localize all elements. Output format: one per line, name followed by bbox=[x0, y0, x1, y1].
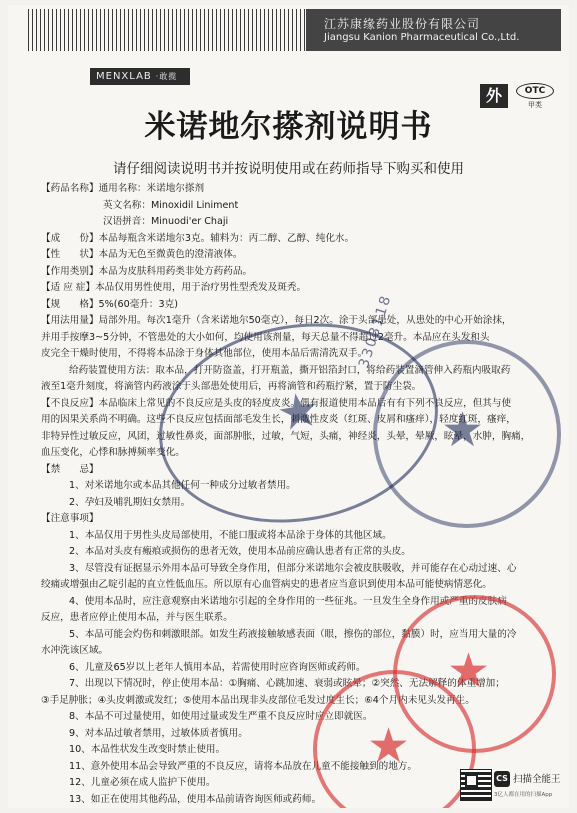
scanner-tagline: 3亿人都在用的扫描App bbox=[494, 792, 553, 798]
dosage-line-2: 并用手按摩3~5分钟，不管患处的大小如何，均使用该剂量，每天总量不得超过2毫升。本品应在头发和头 bbox=[41, 331, 490, 343]
precautions-heading: 【注意事项】 bbox=[41, 513, 99, 524]
precaution-12: 12、儿童必须在成人监护下使用。 bbox=[69, 777, 216, 788]
otc-oval-icon: OTC bbox=[516, 83, 554, 99]
adverse-reaction-line-4: 血压变化，心悸和脉搏频率变化。 bbox=[41, 447, 185, 458]
precaution-7b: ③手足肿胀；④头皮刺激或发红；⑤使用本品出现非头皮部位毛发过度生长；⑥4个月内未见头发再生。 bbox=[41, 694, 475, 706]
brand-sub: ·敢揽 bbox=[155, 72, 178, 81]
drug-english-name: 英文名称：Minoxidil Liniment bbox=[103, 199, 239, 211]
blue-round-seal bbox=[373, 340, 561, 528]
specification-line: 【规 格】5%(60毫升：3克) bbox=[41, 298, 178, 310]
company-name-en: Jiangsu Kanion Pharmaceutical Co.,Ltd. bbox=[324, 32, 520, 43]
device-usage-line-1: 给药装置使用方法：取本品，打开防盗盖，打开瓶盖，撕开铝箔封口，将给药装置滴管伸入药瓶内吸取药 bbox=[69, 364, 511, 376]
seal-star-icon: ★ bbox=[441, 402, 485, 458]
precaution-5b: 水冲洗该区域。 bbox=[41, 645, 109, 656]
document-subtitle: 请仔细阅读说明书并按说明使用或在药师指导下购买和使用 bbox=[113, 161, 464, 177]
seal-star-icon: ★ bbox=[272, 380, 325, 444]
seal-star-icon: ★ bbox=[367, 718, 411, 774]
adverse-reaction-line-3: 非特异性过敏反应，风团，过敏性鼻炎，面部肿胀，过敏，气短，头痛，神经炎，头晕，晕厥，眩晕，水肿，胸痛， bbox=[41, 430, 531, 442]
precaution-1: 1、本品仅用于男性头皮局部使用，不能口服或将本品涂于身体的其他区域。 bbox=[69, 529, 392, 541]
adverse-reaction-line-2: 用的因果关系尚不明确。这些不良反应包括面部毛发生长，刺激性皮炎（红斑、皮屑和瘙痒），轻度红斑，瘙痒， bbox=[41, 414, 516, 425]
dosage-line-1: 【用法用量】局部外用。每次1毫升（含米诺地尔50毫克），每日2次。涂于头部患处，从患处的中心开始涂抹， bbox=[41, 315, 512, 326]
adverse-reaction-line-1: 【不良反应】本品临床上常见的不良反应是头皮的轻度皮炎。偶有报道使用本品后有有下列不良反应，但其与使 bbox=[41, 397, 512, 409]
camscanner-logo: CS bbox=[494, 771, 510, 787]
precaution-8: 8、本品不可过量使用，如使用过量或发生严重不良反应时应立即就医。 bbox=[69, 711, 373, 722]
precaution-7a: 7、出现以下情况时，停止使用本品：①胸痛、心跳加速、衰弱或眩晕；②突然、无法解释的体重增加； bbox=[69, 678, 505, 689]
contraindications-heading: 【禁 忌】 bbox=[41, 463, 99, 475]
precaution-10: 10、本品性状发生改变时禁止使用。 bbox=[69, 744, 226, 755]
drug-pinyin-name: 汉语拼音：Minuodi'er Chaji bbox=[103, 216, 229, 227]
dosage-line-3: 皮完全干燥时使用，不得将本品涂于身体其他部位，使用本品后需清洗双手。 bbox=[41, 348, 368, 359]
document-page bbox=[8, 5, 569, 808]
contraindication-2: 2、孕妇及哺乳期妇女禁用。 bbox=[69, 496, 191, 508]
seal-number: 3303118 bbox=[356, 292, 395, 370]
ingredients-line: 【成 份】本品每瓶含米诺地尔3克。辅料为：丙二醇、乙醇、纯化水。 bbox=[41, 232, 355, 244]
company-name-cn: 江苏康缘药业股份有限公司 bbox=[324, 17, 481, 31]
drug-name-line bbox=[41, 181, 545, 198]
precaution-13: 13、如正在使用其他药品，使用本品前请咨询医师或药师。 bbox=[69, 793, 322, 805]
drug-common-name: 通用名称：米诺地尔搽剂 bbox=[98, 183, 205, 194]
brand-name: MENXLAB bbox=[96, 71, 152, 82]
drug-name-label: 【药品名称】 bbox=[41, 183, 99, 194]
document-title: 米诺地尔搽剂说明书 bbox=[144, 109, 433, 145]
header-barcode-stripes bbox=[28, 9, 306, 51]
header-company-band bbox=[306, 9, 561, 51]
device-usage-line-2: 液至1毫升刻度，将滴管内药液涂于头部患处使用后，再将滴管和药瓶拧紧，置于防尘袋。 bbox=[41, 381, 422, 392]
scanner-app-name: 扫描全能王 bbox=[513, 774, 561, 785]
precaution-6: 6、儿童及65岁以上老年人慎用本品，若需使用时应咨询医师或药师。 bbox=[69, 661, 366, 673]
precaution-3a: 3、尽管没有证据显示外用本品可导致全身作用，但部分米诺地尔会被皮肤吸收，并可能存在心动过速、心 bbox=[69, 562, 517, 574]
precaution-5a: 5、本品可能会灼伤和刺激眼部。如发生药液接触敏感表面（眼，擦伤的部位，黏膜）时，应当用大量的冷 bbox=[69, 628, 517, 640]
appearance-line: 【性 状】本品为无色至微黄色的澄清液体。 bbox=[41, 249, 243, 260]
precaution-11: 11、意外使用本品会导致严重的不良反应，请将本品放在儿童不能接触到的地方。 bbox=[69, 760, 417, 772]
precaution-3b: 绞痛或增强由乙啶引起的直立性低血压。所以原有心血管病史的患者应当意识到使用本品可能使病情恶化。 bbox=[41, 579, 492, 590]
precaution-4a: 4、使用本品时，应注意观察由米诺地尔引起的全身作用的一些征兆。一旦发生全身作用或严重的皮肤病 bbox=[69, 595, 507, 607]
otc-class-label: 甲类 bbox=[528, 101, 542, 109]
precaution-4b: 反应，患者应停止使用本品，并与医生联系。 bbox=[41, 612, 233, 623]
brand-logo-bar bbox=[90, 68, 190, 85]
external-use-badge: 外 bbox=[480, 84, 508, 108]
qr-code-icon bbox=[460, 769, 492, 801]
contraindication-1: 1、对米诺地尔或本品其他任何一种成分过敏者禁用。 bbox=[69, 480, 296, 491]
precaution-9: 9、对本品过敏者禁用，过敏体质者慎用。 bbox=[69, 727, 248, 739]
precaution-2: 2、本品对头皮有瘢痕或损伤的患者无效，使用本品前应确认患者有正常的头皮。 bbox=[69, 546, 411, 557]
indication-line: 【适 应 症】本品仅用男性使用，用于治疗男性型秃发及斑秃。 bbox=[41, 282, 307, 293]
seal-star-icon: ★ bbox=[447, 643, 491, 699]
category-line: 【作用类别】本品为皮肤科用药类非处方药药品。 bbox=[41, 265, 253, 277]
